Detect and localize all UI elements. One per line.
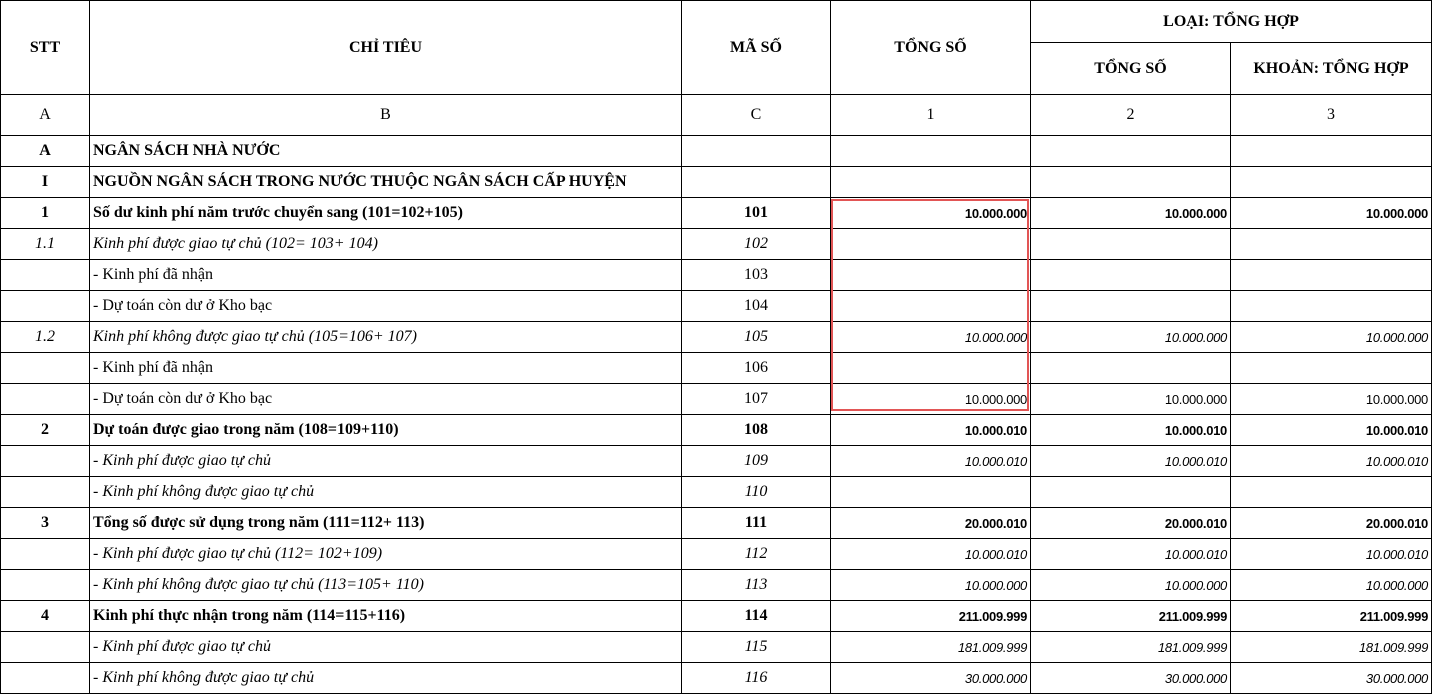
total-cell: 30.000.000 bbox=[831, 663, 1031, 694]
total-cell bbox=[831, 260, 1031, 291]
loai-total-cell: 30.000.000 bbox=[1031, 663, 1231, 694]
stt-cell bbox=[1, 353, 90, 384]
loai-total-cell: 10.000.010 bbox=[1031, 446, 1231, 477]
loai-total-cell bbox=[1031, 353, 1231, 384]
label-cell: Kinh phí thực nhận trong năm (114=115+116) bbox=[90, 601, 682, 632]
code-cell bbox=[682, 136, 831, 167]
stt-cell: 1 bbox=[1, 198, 90, 229]
table-row bbox=[1, 508, 1432, 539]
table-row bbox=[1, 229, 1432, 260]
loai-total-cell: 10.000.000 bbox=[1031, 198, 1231, 229]
total-cell: 10.000.010 bbox=[831, 446, 1031, 477]
loai-total-cell bbox=[1031, 229, 1231, 260]
header-chi-tieu: CHỈ TIÊU bbox=[90, 1, 682, 95]
loai-total-cell: 181.009.999 bbox=[1031, 632, 1231, 663]
table-row bbox=[1, 477, 1432, 508]
total-cell bbox=[831, 136, 1031, 167]
code-cell: 115 bbox=[682, 632, 831, 663]
code-cell: 112 bbox=[682, 539, 831, 570]
khoan-cell: 10.000.010 bbox=[1231, 446, 1432, 477]
table-row bbox=[1, 260, 1432, 291]
loai-total-cell: 10.000.000 bbox=[1031, 384, 1231, 415]
total-cell: 10.000.010 bbox=[831, 539, 1031, 570]
code-cell bbox=[682, 167, 831, 198]
table-row bbox=[1, 632, 1432, 663]
loai-total-cell: 10.000.010 bbox=[1031, 539, 1231, 570]
label-cell: - Kinh phí không được giao tự chủ bbox=[90, 663, 682, 694]
table-row bbox=[1, 601, 1432, 632]
stt-cell bbox=[1, 477, 90, 508]
header-ma-so: MÃ SỐ bbox=[682, 1, 831, 95]
header-stt: STT bbox=[1, 1, 90, 95]
table-row bbox=[1, 198, 1432, 229]
table-row bbox=[1, 291, 1432, 322]
stt-cell: 2 bbox=[1, 415, 90, 446]
loai-total-cell bbox=[1031, 477, 1231, 508]
khoan-cell: 10.000.000 bbox=[1231, 198, 1432, 229]
khoan-cell: 10.000.010 bbox=[1231, 539, 1432, 570]
stt-cell: 4 bbox=[1, 601, 90, 632]
loai-total-cell: 10.000.000 bbox=[1031, 570, 1231, 601]
label-cell: - Kinh phí đã nhận bbox=[90, 353, 682, 384]
code-cell: 107 bbox=[682, 384, 831, 415]
khoan-cell: 10.000.000 bbox=[1231, 322, 1432, 353]
khoan-cell: 10.000.000 bbox=[1231, 570, 1432, 601]
header-tong-so: TỔNG SỐ bbox=[831, 1, 1031, 95]
total-cell bbox=[831, 167, 1031, 198]
stt-cell bbox=[1, 570, 90, 601]
label-cell: Kinh phí được giao tự chủ (102= 103+ 104) bbox=[90, 229, 682, 260]
khoan-cell: 211.009.999 bbox=[1231, 601, 1432, 632]
loai-total-cell: 10.000.000 bbox=[1031, 322, 1231, 353]
table-row bbox=[1, 570, 1432, 601]
label-cell: Kinh phí không được giao tự chủ (105=106+ 107) bbox=[90, 322, 682, 353]
letter-cell: C bbox=[682, 95, 831, 136]
total-cell: 10.000.000 bbox=[831, 570, 1031, 601]
total-cell: 211.009.999 bbox=[831, 601, 1031, 632]
table-row bbox=[1, 384, 1432, 415]
code-cell: 104 bbox=[682, 291, 831, 322]
code-cell: 101 bbox=[682, 198, 831, 229]
khoan-cell: 10.000.000 bbox=[1231, 384, 1432, 415]
khoan-cell: 30.000.000 bbox=[1231, 663, 1432, 694]
code-cell: 111 bbox=[682, 508, 831, 539]
khoan-cell bbox=[1231, 477, 1432, 508]
total-cell bbox=[831, 353, 1031, 384]
label-cell: - Dự toán còn dư ở Kho bạc bbox=[90, 291, 682, 322]
table-row bbox=[1, 353, 1432, 384]
code-cell: 108 bbox=[682, 415, 831, 446]
table-row bbox=[1, 446, 1432, 477]
khoan-cell bbox=[1231, 291, 1432, 322]
letter-cell: A bbox=[1, 95, 90, 136]
header-loai: LOẠI: TỔNG HỢP bbox=[1031, 1, 1432, 43]
loai-total-cell bbox=[1031, 136, 1231, 167]
khoan-cell bbox=[1231, 260, 1432, 291]
loai-total-cell: 20.000.010 bbox=[1031, 508, 1231, 539]
table-row bbox=[1, 136, 1432, 167]
label-cell: Dự toán được giao trong năm (108=109+110) bbox=[90, 415, 682, 446]
total-cell: 181.009.999 bbox=[831, 632, 1031, 663]
total-cell bbox=[831, 477, 1031, 508]
total-cell: 20.000.010 bbox=[831, 508, 1031, 539]
total-cell bbox=[831, 291, 1031, 322]
total-cell: 10.000.000 bbox=[831, 198, 1031, 229]
code-cell: 116 bbox=[682, 663, 831, 694]
stt-cell bbox=[1, 446, 90, 477]
stt-cell bbox=[1, 384, 90, 415]
stt-cell bbox=[1, 291, 90, 322]
letter-cell: B bbox=[90, 95, 682, 136]
code-cell: 113 bbox=[682, 570, 831, 601]
code-cell: 109 bbox=[682, 446, 831, 477]
stt-cell bbox=[1, 539, 90, 570]
label-cell: - Kinh phí được giao tự chủ (112= 102+109) bbox=[90, 539, 682, 570]
label-cell: - Kinh phí đã nhận bbox=[90, 260, 682, 291]
stt-cell bbox=[1, 260, 90, 291]
table-row bbox=[1, 167, 1432, 198]
stt-cell: A bbox=[1, 136, 90, 167]
label-cell: Tổng số được sử dụng trong năm (111=112+ 113) bbox=[90, 508, 682, 539]
letter-cell: 1 bbox=[831, 95, 1031, 136]
khoan-cell: 20.000.010 bbox=[1231, 508, 1432, 539]
code-cell: 102 bbox=[682, 229, 831, 260]
loai-total-cell bbox=[1031, 260, 1231, 291]
label-cell: - Dự toán còn dư ở Kho bạc bbox=[90, 384, 682, 415]
label-cell: - Kinh phí không được giao tự chủ (113=105+ 110) bbox=[90, 570, 682, 601]
table-row bbox=[1, 663, 1432, 694]
label-cell: NGUỒN NGÂN SÁCH TRONG NƯỚC THUỘC NGÂN SÁCH CẤP HUYỆN bbox=[90, 167, 682, 198]
column-letters-row bbox=[1, 95, 1432, 136]
stt-cell bbox=[1, 632, 90, 663]
loai-total-cell: 10.000.010 bbox=[1031, 415, 1231, 446]
label-cell: - Kinh phí được giao tự chủ bbox=[90, 446, 682, 477]
khoan-cell bbox=[1231, 136, 1432, 167]
letter-cell: 2 bbox=[1031, 95, 1231, 136]
loai-total-cell: 211.009.999 bbox=[1031, 601, 1231, 632]
stt-cell: 3 bbox=[1, 508, 90, 539]
code-cell: 114 bbox=[682, 601, 831, 632]
khoan-cell bbox=[1231, 229, 1432, 260]
total-cell: 10.000.000 bbox=[831, 322, 1031, 353]
label-cell: - Kinh phí được giao tự chủ bbox=[90, 632, 682, 663]
header-loai-tong-so: TỔNG SỐ bbox=[1031, 43, 1231, 95]
table-row bbox=[1, 539, 1432, 570]
stt-cell bbox=[1, 663, 90, 694]
khoan-cell bbox=[1231, 167, 1432, 198]
total-cell bbox=[831, 229, 1031, 260]
khoan-cell: 181.009.999 bbox=[1231, 632, 1432, 663]
header-khoan: KHOẢN: TỔNG HỢP bbox=[1231, 43, 1432, 95]
khoan-cell: 10.000.010 bbox=[1231, 415, 1432, 446]
total-cell: 10.000.000 bbox=[831, 384, 1031, 415]
code-cell: 110 bbox=[682, 477, 831, 508]
code-cell: 103 bbox=[682, 260, 831, 291]
loai-total-cell bbox=[1031, 167, 1231, 198]
stt-cell: 1.1 bbox=[1, 229, 90, 260]
table-row bbox=[1, 322, 1432, 353]
label-cell: Số dư kinh phí năm trước chuyển sang (101=102+105) bbox=[90, 198, 682, 229]
code-cell: 105 bbox=[682, 322, 831, 353]
loai-total-cell bbox=[1031, 291, 1231, 322]
label-cell: - Kinh phí không được giao tự chủ bbox=[90, 477, 682, 508]
total-cell: 10.000.010 bbox=[831, 415, 1031, 446]
letter-cell: 3 bbox=[1231, 95, 1432, 136]
stt-cell: I bbox=[1, 167, 90, 198]
khoan-cell bbox=[1231, 353, 1432, 384]
table-row bbox=[1, 415, 1432, 446]
stt-cell: 1.2 bbox=[1, 322, 90, 353]
label-cell: NGÂN SÁCH NHÀ NƯỚC bbox=[90, 136, 682, 167]
code-cell: 106 bbox=[682, 353, 831, 384]
